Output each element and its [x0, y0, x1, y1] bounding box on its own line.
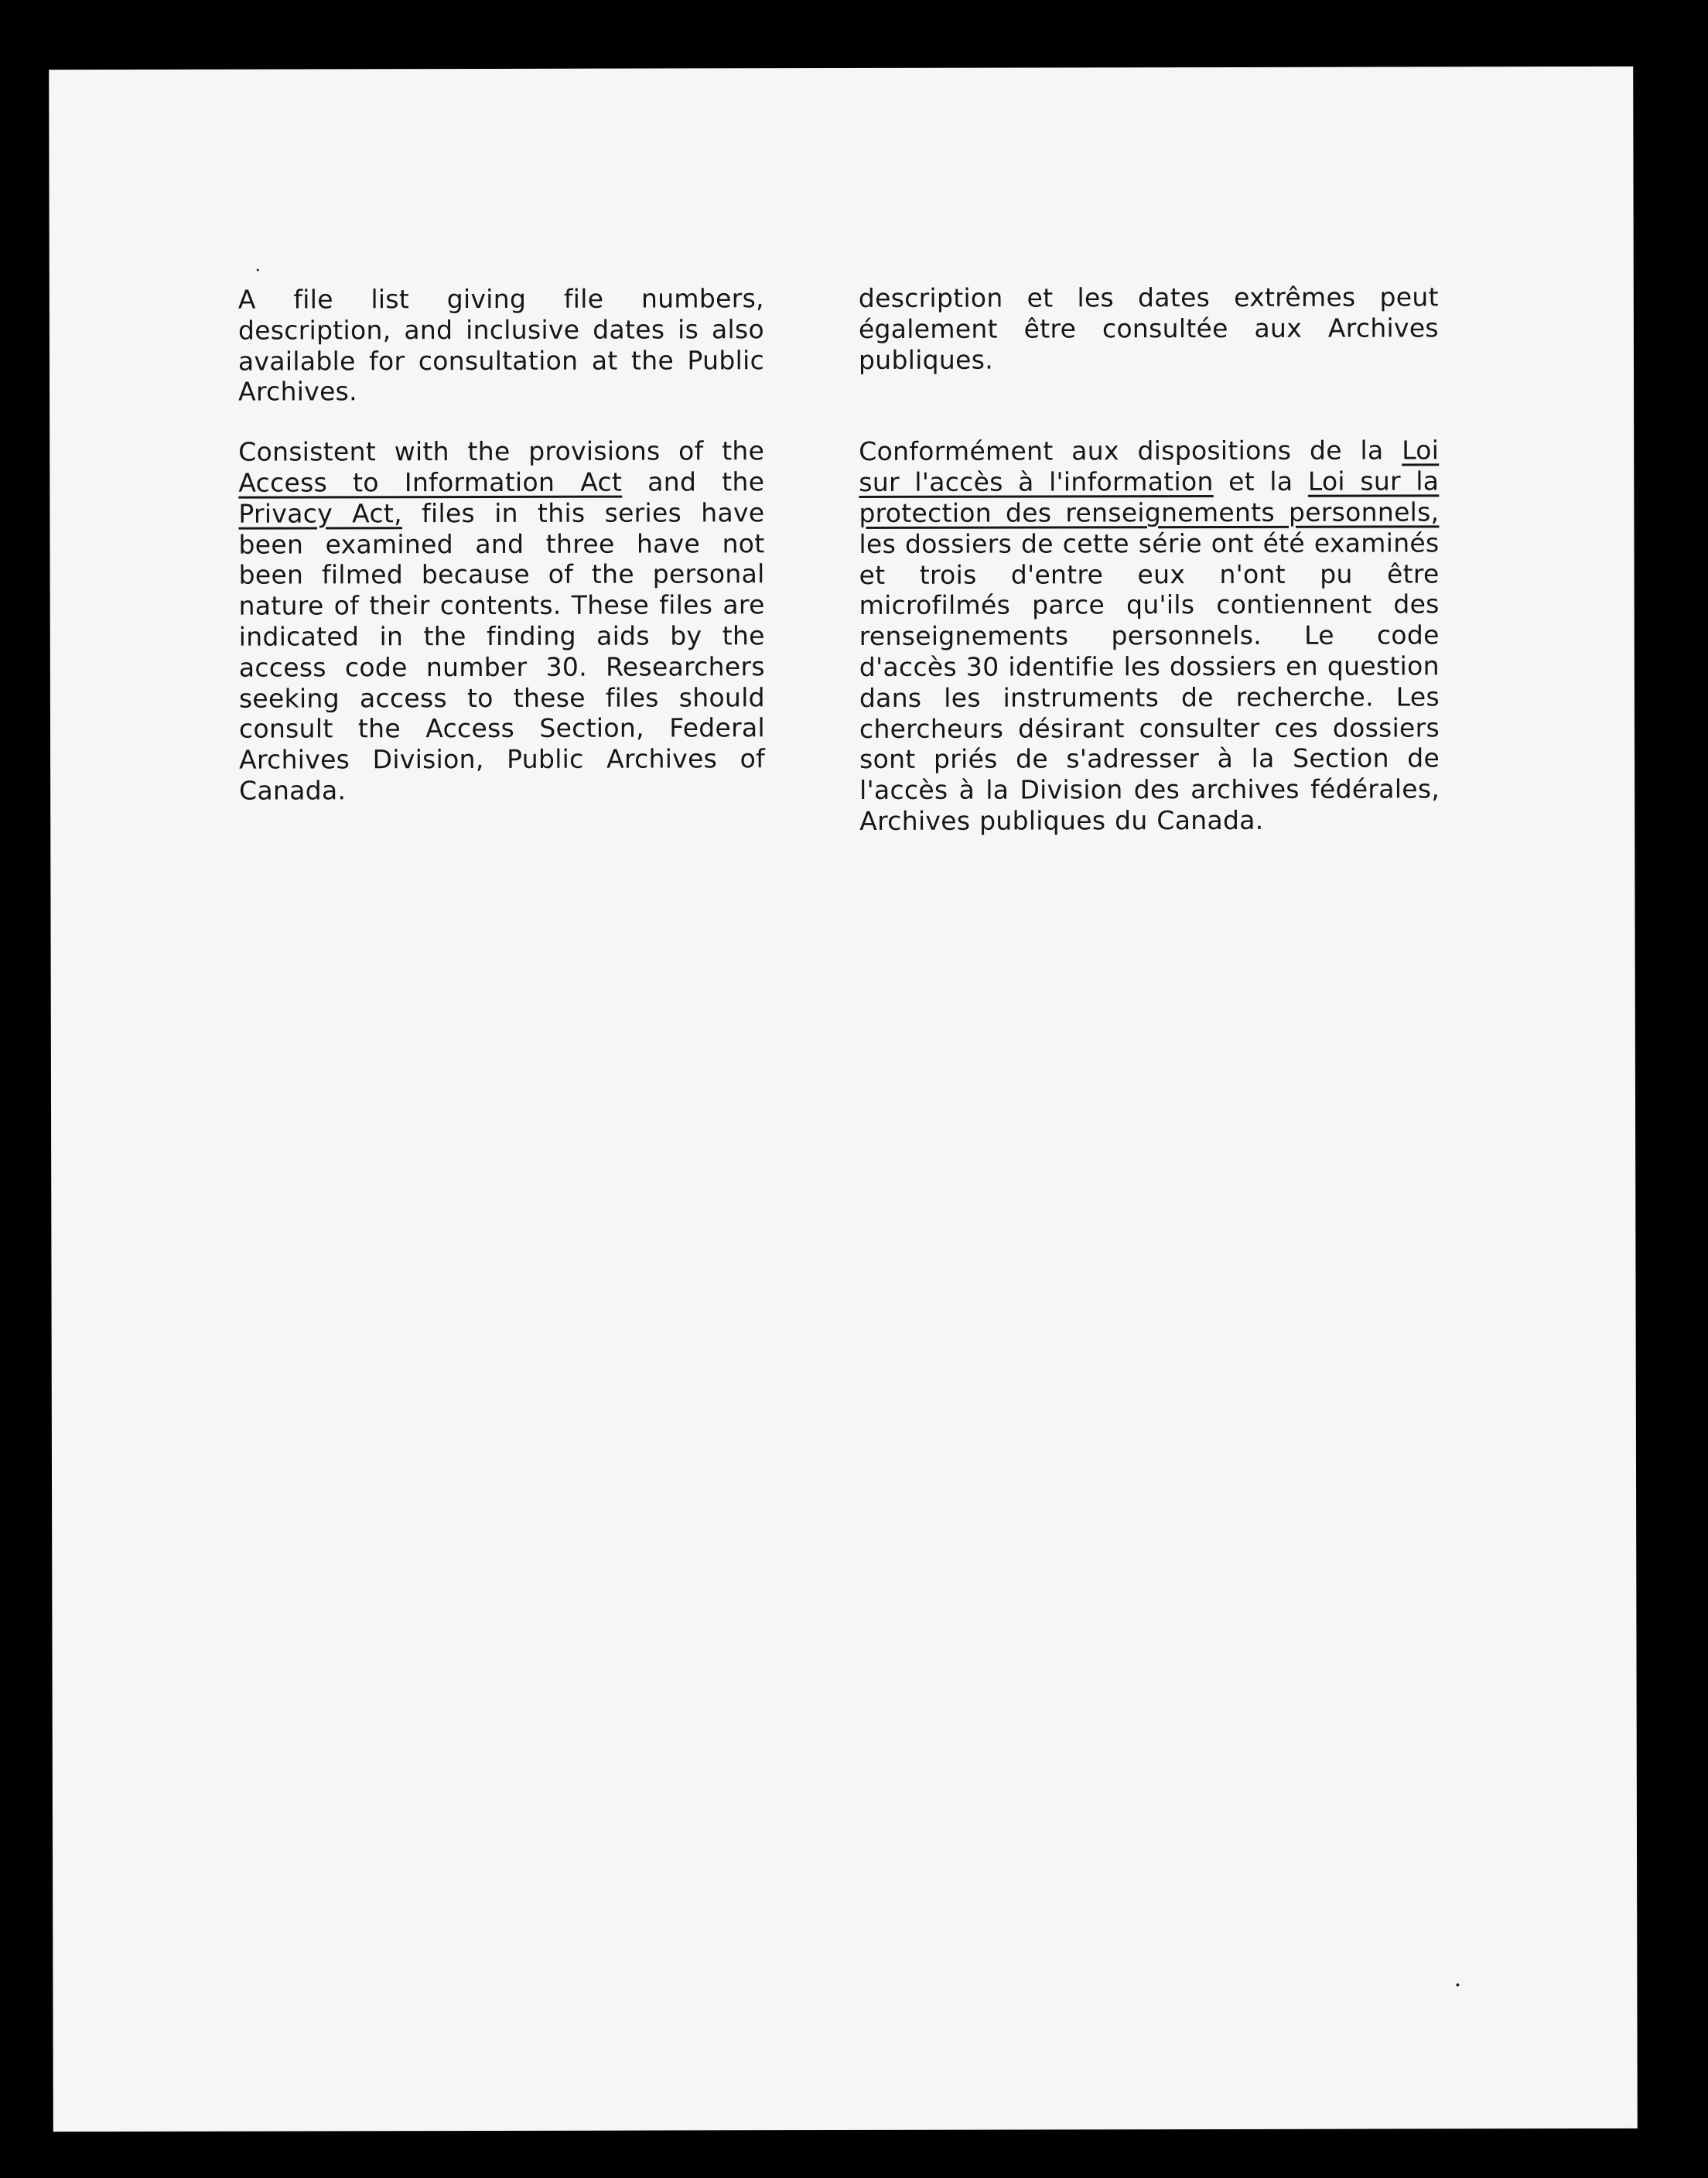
scan-speck — [257, 269, 259, 271]
access-text-2-fr: et la — [1228, 466, 1293, 497]
access-text-3-fr: les dossiers de cette série ont été examinés et trois d'entre eux n'ont pu être microfilmés parce qu'ils contiennent des renseignements personnels. Le code d'accès 30 identifie les dossiers en question dans les instruments de recherche. Les chercheurs désirant consulter ces dossiers sont priés de s'adresser à la Section de l'accès à la Division des archives fédérales, Archives publiques du Canada. — [859, 527, 1440, 836]
loi-acces-information-title: Loi sur l'accès à l'information — [859, 435, 1440, 498]
access-text-3-en: files in this series have been examined and three have not been filmed because of the personal nature of their contents. These files are indicated in the finding aids by the access code number 30. Researchers seeking access to these files should consult the Access Section, Federal Archives Division, Public Archives of Canada. — [238, 497, 766, 806]
privacy-act-title: Privacy Act, — [238, 497, 402, 529]
loi-protection-renseignements-title: Loi sur la protection des renseignements personnels, — [859, 466, 1440, 528]
access-text-1-en: Consistent with the provisions of the — [238, 435, 765, 467]
file-list-paragraph-en: A file list giving file numbers, description, and inclusive dates is also available for consultation at the Public Archives. — [237, 283, 765, 408]
file-list-paragraph-fr: description et les dates extrêmes peut également être consultée aux Archives publiques. — [858, 282, 1439, 375]
french-column — [859, 282, 1440, 836]
access-paragraph-en — [238, 435, 765, 806]
english-column — [238, 283, 765, 806]
access-text-2-en: and the — [647, 466, 765, 497]
access-text-1-fr: Conformément aux dispositions de la — [859, 435, 1384, 467]
scan-speck — [1456, 1983, 1459, 1986]
access-to-information-act-title: Access to Information Act — [238, 466, 623, 498]
access-paragraph-fr — [859, 435, 1440, 837]
document-page — [49, 67, 1638, 2132]
